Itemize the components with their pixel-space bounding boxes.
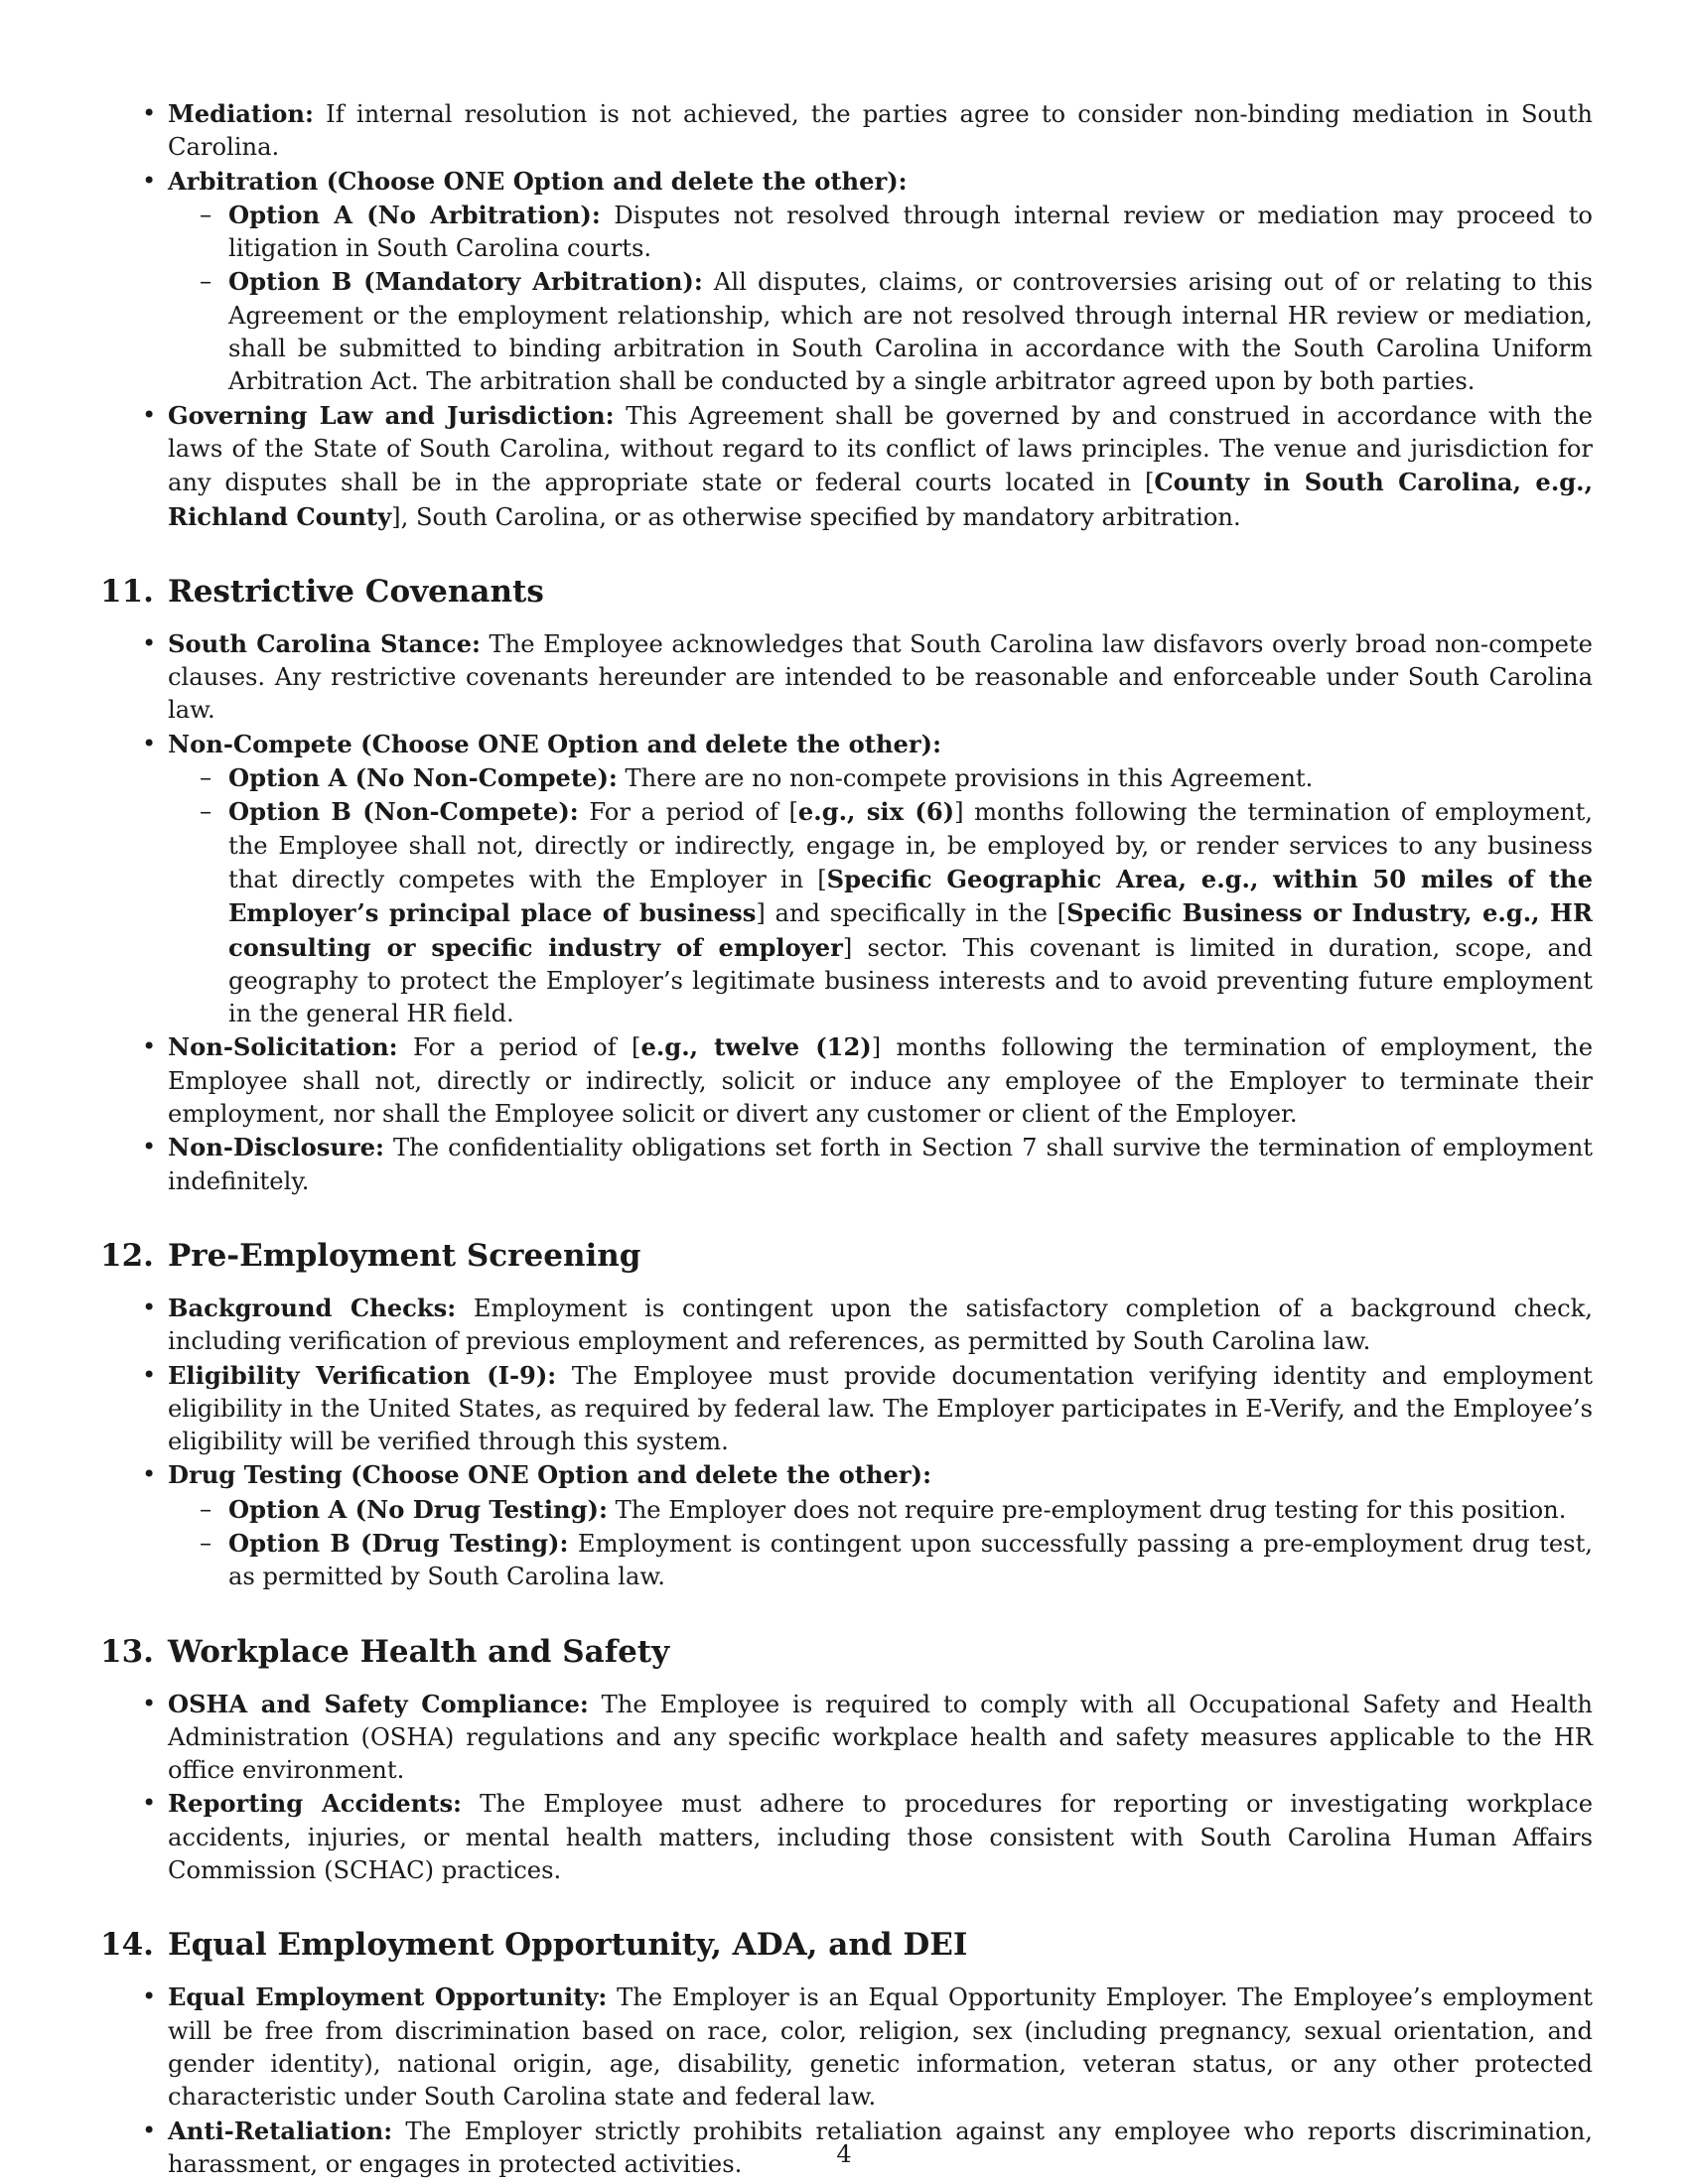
list-item-osha (100, 1688, 1593, 1788)
item-label: Background Checks: (168, 1293, 457, 1322)
page-number: 4 (836, 2140, 852, 2168)
placeholder-text: Specific Geographic Area, e.g., within 50 miles of the Employer’s principal place of business (228, 864, 1593, 928)
list-item-non-disclosure (100, 1131, 1593, 1198)
item-text: The Employee must adhere to procedures for reporting or investigating workplace accidents, injuries, or mental health matters, including those consistent with South Carolina Human Affairs Commission (SCHAC) practices. (168, 1790, 1594, 1885)
item-label: Reporting Accidents: (168, 1789, 462, 1819)
item-text: Disputes not resolved through internal review or mediation may proceed to litigation in South Carolina courts. (228, 201, 1593, 263)
item-label: Drug Testing (Choose ONE Option and delete the other): (168, 1460, 932, 1490)
item-label: South Carolina Stance: (168, 628, 481, 658)
non-compete-options (168, 761, 1593, 1030)
sub-item-option-a (168, 761, 1593, 795)
sub-item-option-a (168, 1493, 1593, 1527)
section-title: Workplace Health and Safety (167, 1633, 670, 1670)
item-text: The Employee acknowledges that South Carolina law disfavors overly broad non-compete clauses. Any restrictive covenants hereunder are intended to be reasonable and enforceable under South Carolina law. (168, 629, 1593, 725)
item-text: There are no non-compete provisions in this Agreement. (617, 764, 1314, 793)
list-item-drug-testing (100, 1458, 1593, 1593)
list-item-background-checks (100, 1292, 1593, 1359)
placeholder-text: Specific Business or Industry, e.g., HR consulting or specific industry of employer (228, 898, 1593, 962)
section-title: Restrictive Covenants (167, 573, 544, 610)
placeholder-text: County in South Carolina, e.g., Richland County (168, 468, 1593, 531)
item-text: ] months following the termination of employment, the Employee shall not, directly or indirectly, engage in, be employed by, or render services to any business that directly competes with the Employer in [ (228, 798, 1593, 893)
item-label: Non-Disclosure: (168, 1133, 384, 1162)
item-label: Option B (Drug Testing): (228, 1528, 569, 1558)
item-label: Eligibility Verification (I-9): (168, 1360, 557, 1390)
sub-item-option-b (168, 265, 1593, 398)
section-12-list (100, 1292, 1593, 1594)
section-heading-11 (100, 572, 1593, 612)
section-title: Equal Employment Opportunity, ADA, and DEI (167, 1927, 968, 1964)
item-label: Option A (No Arbitration): (228, 200, 601, 229)
dispute-resolution-list (100, 97, 1593, 534)
item-label: Equal Employment Opportunity: (168, 1982, 608, 2012)
section-number: 14. (100, 1927, 154, 1964)
item-text: Employment is contingent upon successfully passing a pre-employment drug test, as permitted by South Carolina law. (228, 1529, 1593, 1591)
placeholder-text: e.g., twelve (12) (640, 1032, 872, 1062)
item-label: Non-Compete (Choose ONE Option and delete the other): (168, 729, 942, 758)
item-label: Governing Law and Jurisdiction: (168, 400, 615, 430)
section-13-list (100, 1688, 1593, 1888)
item-text: Employment is contingent upon the satisfactory completion of a background check, including verification of previous employment and references, as permitted by South Carolina law. (168, 1294, 1593, 1356)
item-label: Arbitration (Choose ONE Option and delete the other): (168, 166, 908, 196)
list-item-reporting-accidents (100, 1787, 1593, 1887)
item-text: For a period of [ (578, 798, 798, 827)
placeholder-text: e.g., six (6) (797, 797, 955, 827)
sub-item-option-b (168, 1527, 1593, 1594)
item-text: The confidentiality obligations set forth in Section 7 shall survive the termination of employment indefinitely. (168, 1134, 1593, 1195)
document-page (100, 97, 1593, 2181)
item-text: This Agreement shall be governed by and construed in accordance with the laws of the State of South Carolina, without regard to its conflict of laws principles. The venue and jurisdiction for any disputes shall be in the appropriate state or federal courts located in [ (168, 401, 1593, 497)
list-item-eligibility (100, 1359, 1593, 1459)
section-11-list (100, 627, 1593, 1198)
item-text: ], South Carolina, or as otherwise specified by mandatory arbitration. (391, 502, 1241, 531)
item-text: All disputes, claims, or controversies arising out of or relating to this Agreement or the employment relationship, which are not resolved through internal HR review or mediation, shall be submitted to binding arbitration in South Carolina in accordance with the South Carolina Uniform Arbitration Act. The arbitration shall be conducted by a single arbitrator agreed upon by both parties. (228, 268, 1593, 396)
item-text: ] months following the termination of employment, the Employee shall not, directly or indirectly, solicit or induce any employee of the Employer to terminate their employment, nor shall the Employee solicit or divert any customer or client of the Employer. (168, 1033, 1594, 1129)
section-heading-14 (100, 1925, 1593, 1965)
item-text: ] and specifically in the [ (756, 899, 1067, 928)
item-text: If internal resolution is not achieved, the parties agree to consider non-binding mediation in South Carolina. (168, 100, 1593, 162)
sub-item-option-a (168, 199, 1593, 266)
list-item-non-solicitation (100, 1030, 1593, 1131)
list-item-mediation (100, 97, 1593, 165)
list-item-non-compete (100, 728, 1593, 1031)
item-label: Non-Solicitation: (168, 1032, 398, 1062)
item-text: The Employer does not require pre-employment drug testing for this position. (607, 1495, 1567, 1524)
section-number: 11. (100, 573, 154, 610)
section-number: 12. (100, 1237, 154, 1274)
section-heading-13 (100, 1632, 1593, 1672)
list-item-eeo (100, 1980, 1593, 2114)
arbitration-options (168, 199, 1593, 399)
sub-item-option-b (168, 795, 1593, 1030)
drug-testing-options (168, 1493, 1593, 1594)
item-label: Mediation: (168, 99, 314, 128)
item-label: Anti-Retaliation: (168, 2116, 393, 2145)
item-text: ] sector. This covenant is limited in duration, scope, and geography to protect the Employer’s legitimate business interests and to avoid preventing future employment in the general HR field. (228, 933, 1594, 1028)
item-label: Option B (Mandatory Arbitration): (228, 267, 703, 297)
list-item-sc-stance (100, 627, 1593, 728)
section-title: Pre-Employment Screening (167, 1237, 641, 1274)
item-label: Option B (Non-Compete): (228, 797, 579, 827)
section-number: 13. (100, 1633, 154, 1670)
item-text: The Employee must provide documentation verifying identity and employment eligibility in the United States, as required by federal law. The Employer participates in E-Verify, and the Employee’s eligibility will be verified through this system. (168, 1361, 1594, 1456)
item-label: Option A (No Non-Compete): (228, 763, 618, 793)
item-label: OSHA and Safety Compliance: (168, 1689, 589, 1718)
section-heading-12 (100, 1236, 1593, 1276)
item-text: The Employer is an Equal Opportunity Employer. The Employee’s employment will be free from discrimination based on race, color, religion, sex (including pregnancy, sexual orientation, and gender identity), national origin, age, disability, genetic information, veteran status, or any other protected characteristic under South Carolina state and federal law. (168, 1983, 1593, 2112)
list-item-governing-law (100, 399, 1593, 534)
item-text: The Employer strictly prohibits retaliation against any employee who reports discrimination, harassment, or engages in protected activities. (168, 2116, 1593, 2178)
item-text: The Employee is required to comply with all Occupational Safety and Health Administration (OSHA) regulations and any specific workplace health and safety measures applicable to the HR office environment. (168, 1690, 1593, 1785)
list-item-arbitration (100, 165, 1593, 399)
item-label: Option A (No Drug Testing): (228, 1494, 608, 1524)
item-text: For a period of [ (397, 1033, 641, 1062)
